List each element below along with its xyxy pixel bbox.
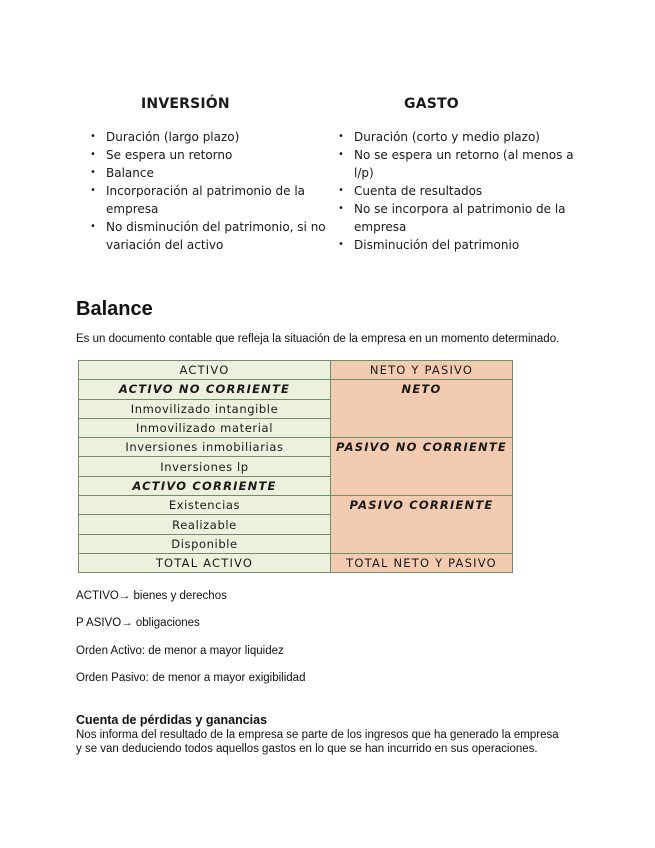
gasto-item: • No se espera un retorno (al menos a l/p): [336, 146, 576, 182]
total-activo: TOTAL ACTIVO: [79, 553, 331, 572]
note-pasivo: P ASIVO→ obligaciones: [76, 617, 200, 629]
neto-block: NETO: [331, 380, 513, 438]
note-orden-activo: Orden Activo: de menor a mayor liquidez: [76, 645, 284, 657]
activo-header: ACTIVO: [79, 361, 331, 380]
balance-title: Balance: [76, 298, 153, 320]
activo-no-corriente-label: ACTIVO NO CORRIENTE: [79, 380, 331, 399]
neto-pasivo-header: NETO Y PASIVO: [331, 361, 513, 380]
perdidas-text-1: Nos informa del resultado de la empresa se parte de los ingresos que ha generado la empresa: [76, 729, 559, 741]
gasto-heading: GASTO: [404, 96, 459, 112]
inversion-heading: INVERSIÓN: [141, 96, 230, 112]
inversion-item: • Incorporación al patrimonio de la empresa: [88, 182, 333, 218]
inversion-list: [88, 128, 333, 254]
gasto-item: • Duración (corto y medio plazo): [336, 128, 576, 146]
balance-row: Existencias: [79, 496, 331, 515]
balance-table: [78, 360, 513, 573]
gasto-item: • Disminución del patrimonio: [336, 236, 576, 254]
pasivo-corriente-block: PASIVO CORRIENTE: [331, 496, 513, 554]
balance-row: Disponible: [79, 534, 331, 553]
inversion-item: • No disminución del patrimonio, si no variación del activo: [88, 218, 333, 254]
gasto-list: [336, 128, 576, 254]
inversion-item: • Duración (largo plazo): [88, 128, 333, 146]
activo-corriente-label: ACTIVO CORRIENTE: [79, 476, 331, 495]
gasto-item: • No se incorpora al patrimonio de la empresa: [336, 200, 576, 236]
perdidas-title: Cuenta de pérdidas y ganancias: [76, 713, 268, 727]
balance-row: Inversiones lp: [79, 457, 331, 476]
balance-row: Realizable: [79, 515, 331, 534]
balance-row: Inmovilizado intangible: [79, 399, 331, 418]
balance-row: Inmovilizado material: [79, 418, 331, 437]
inversion-item: • Balance: [88, 164, 333, 182]
note-orden-pasivo: Orden Pasivo: de menor a mayor exigibilidad: [76, 672, 306, 684]
inversion-item: • Se espera un retorno: [88, 146, 333, 164]
balance-row: Inversiones inmobiliarias: [79, 438, 331, 457]
gasto-item: • Cuenta de resultados: [336, 182, 576, 200]
balance-intro: Es un documento contable que refleja la situación de la empresa en un momento determinado.: [76, 333, 560, 345]
pasivo-no-corriente-block: PASIVO NO CORRIENTE: [331, 438, 513, 496]
note-activo: ACTIVO→ bienes y derechos: [76, 590, 227, 602]
total-neto-pasivo: TOTAL NETO Y PASIVO: [331, 553, 513, 572]
perdidas-text-2: y se van deduciendo todos aquellos gastos en lo que se han incurrido en sus operaciones.: [76, 743, 538, 755]
